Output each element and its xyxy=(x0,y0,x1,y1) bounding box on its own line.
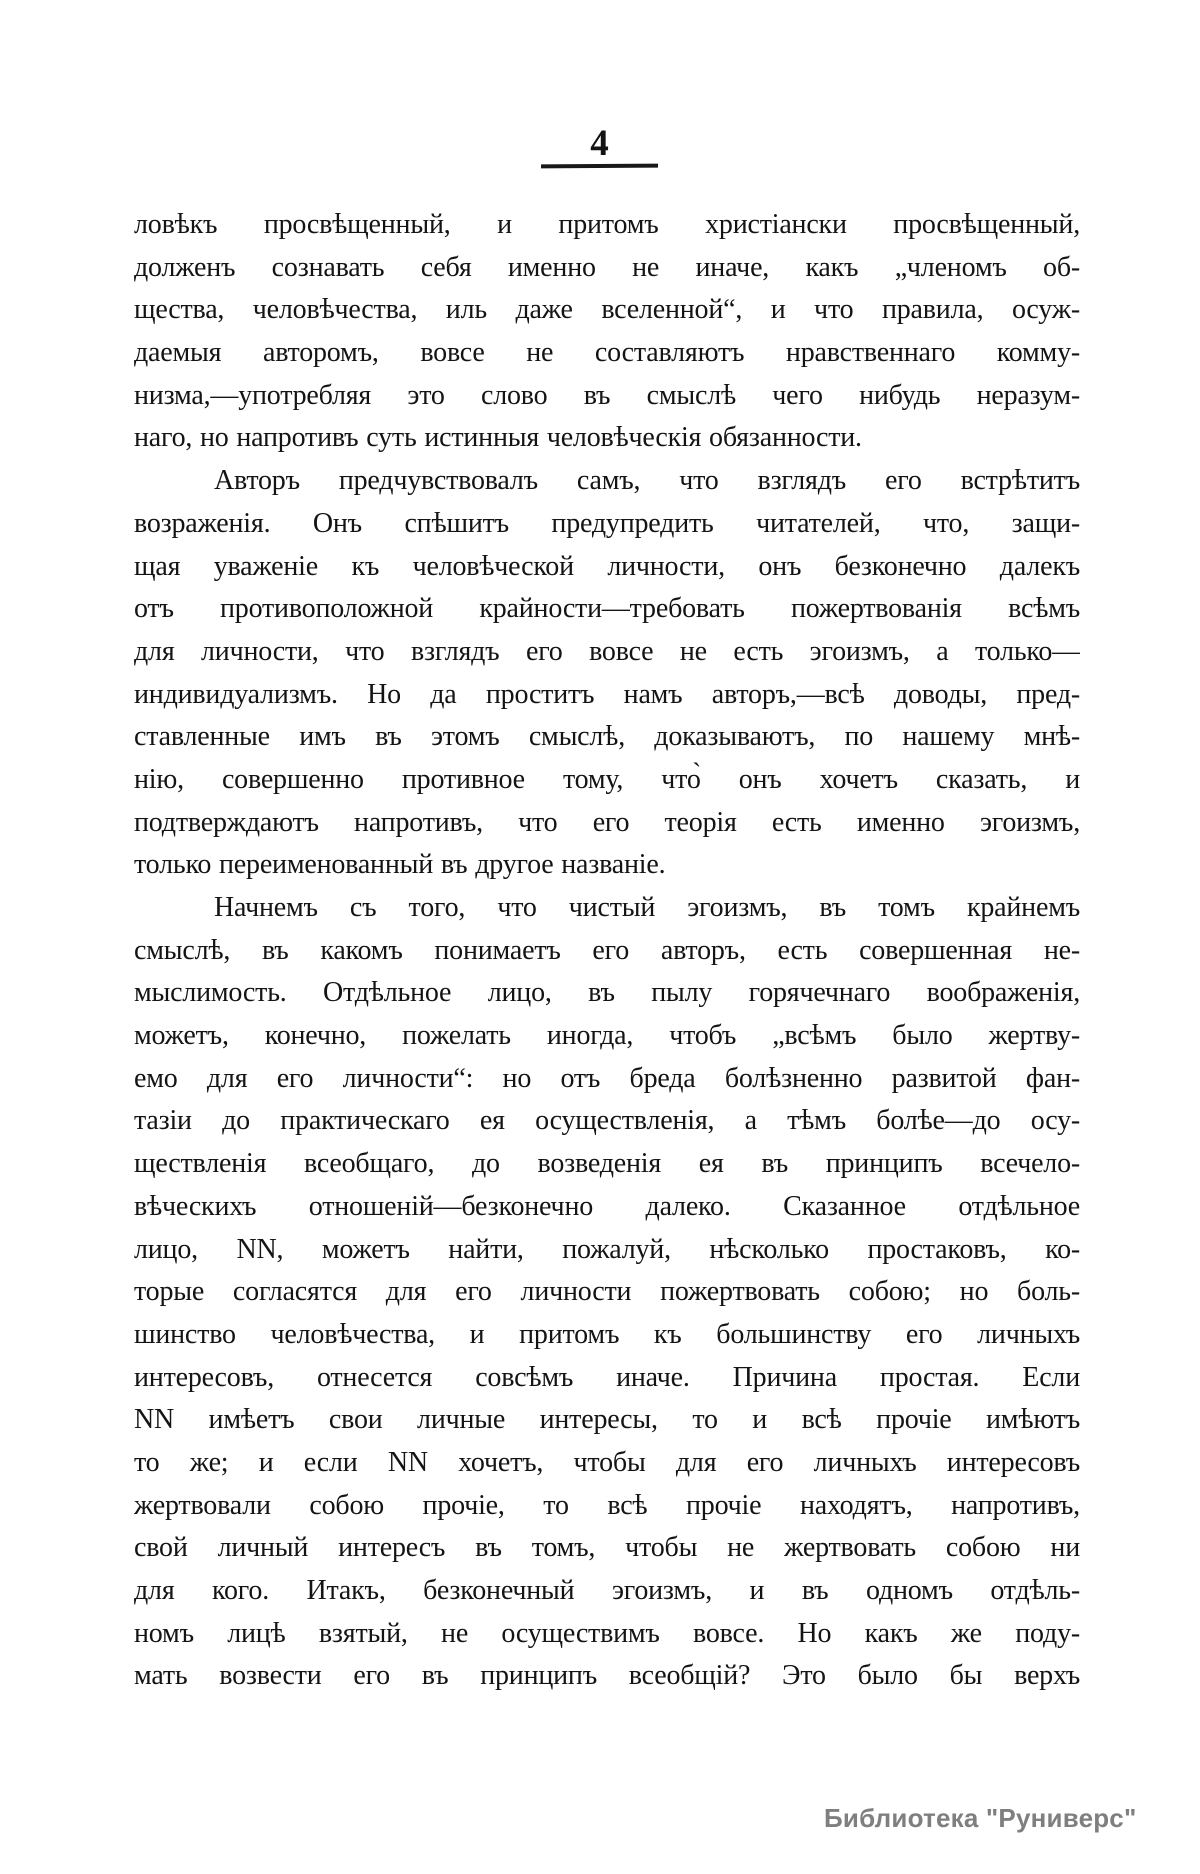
text-line: шинство человѣчества, и притомъ къ большинству его личныхъ xyxy=(134,1318,1080,1350)
text-line: емо для его личности“: но отъ бреда болѣзненно развитой фан- xyxy=(134,1062,1080,1094)
text-line: мать возвести его въ принципъ всеобщій? Это было бы верхъ xyxy=(134,1660,1080,1692)
text-line: низма,—употребляя это слово въ смыслѣ чего нибудь неразум- xyxy=(134,379,1080,411)
text-line: торые согласятся для его личности пожертвовать собою; но боль- xyxy=(134,1276,1080,1308)
text-line: подтверждаютъ напротивъ, что его теорія есть именно эгоизмъ, xyxy=(134,806,1080,838)
text-line: щества, человѣчества, иль даже вселенной“, и что правила, осуж- xyxy=(134,294,1080,326)
body-text xyxy=(134,204,1080,1698)
text-line: щая уваженіе къ человѣческой личности, онъ безконечно далекъ xyxy=(134,550,1080,582)
text-line: мыслимость. Отдѣльное лицо, въ пылу горячечнаго воображенія, xyxy=(134,977,1080,1009)
text-line: NN имѣетъ свои личные интересы, то и всѣ прочіе имѣютъ xyxy=(134,1404,1080,1436)
paragraph xyxy=(134,887,1080,1698)
text-line: долженъ сознавать себя именно не иначе, какъ „членомъ об- xyxy=(134,251,1080,283)
paragraph xyxy=(134,204,1080,460)
text-line: ставленные имъ въ этомъ смыслѣ, доказываютъ, по нашему мнѣ- xyxy=(134,721,1080,753)
text-line: лицо, NN, можетъ найти, пожалуй, нѣсколько простаковъ, ко- xyxy=(134,1233,1080,1265)
text-line: нію, совершенно противное тому, что̀ онъ хочетъ сказать, и xyxy=(134,763,1080,795)
text-line: вѣческихъ отношеній—безконечно далеко. Сказанное отдѣльное xyxy=(134,1190,1080,1222)
text-line: смыслѣ, въ какомъ понимаетъ его авторъ, есть совершенная не- xyxy=(134,934,1080,966)
text-line: можетъ, конечно, пожелать иногда, чтобъ „всѣмъ было жертву- xyxy=(134,1020,1080,1052)
text-line: для кого. Итакъ, безконечный эгоизмъ, и въ одномъ отдѣль- xyxy=(134,1575,1080,1606)
text-line: ществленія всеобщаго, до возведенія ея въ принципъ всечело- xyxy=(134,1148,1080,1180)
text-line: даемыя авторомъ, вовсе не составляютъ нравственнаго комму- xyxy=(134,337,1080,369)
text-line: наго, но напротивъ суть истинныя человѣческія обязанности. xyxy=(134,422,862,454)
text-line: свой личный интересъ въ томъ, чтобы не жертвовать собою ни xyxy=(134,1532,1080,1564)
text-line: возраженія. Онъ спѣшитъ предупредить читателей, что, защи- xyxy=(134,507,1080,539)
text-line: Авторъ предчувствовалъ самъ, что взглядъ его встрѣтитъ xyxy=(214,465,1080,497)
text-line: отъ противоположной крайности—требовать пожертвованія всѣмъ xyxy=(134,593,1080,625)
text-line: то же; и если NN хочетъ, чтобы для его личныхъ интересовъ xyxy=(134,1446,1080,1478)
text-line: для личности, что взглядъ его вовсе не есть эгоизмъ, а только— xyxy=(134,635,1080,667)
page-number: 4 xyxy=(590,123,610,164)
text-line: только переименованный въ другое названіе. xyxy=(134,849,666,881)
text-line: жертвовали собою прочіе, то всѣ прочіе находятъ, напротивъ, xyxy=(134,1489,1080,1521)
text-line: ловѣкъ просвѣщенный, и притомъ христіански просвѣщенный, xyxy=(134,209,1080,240)
text-line: индивидуализмъ. Но да проститъ намъ авторъ,—всѣ доводы, пред- xyxy=(134,678,1080,710)
text-line: тазіи до практическаго ея осуществленія, а тѣмъ болѣе—до осу- xyxy=(134,1105,1080,1137)
text-line: номъ лицѣ взятый, не осуществимъ вовсе. Но какъ же поду- xyxy=(134,1617,1080,1649)
paragraph xyxy=(134,460,1080,887)
text-line: интересовъ, отнесется совсѣмъ иначе. Причина простая. Если xyxy=(134,1361,1080,1393)
text-line: Начнемъ съ того, что чистый эгоизмъ, въ томъ крайнемъ xyxy=(214,892,1080,923)
library-watermark: Библиотека "Руниверс" xyxy=(824,1803,1137,1833)
page-number-rule xyxy=(541,164,658,169)
